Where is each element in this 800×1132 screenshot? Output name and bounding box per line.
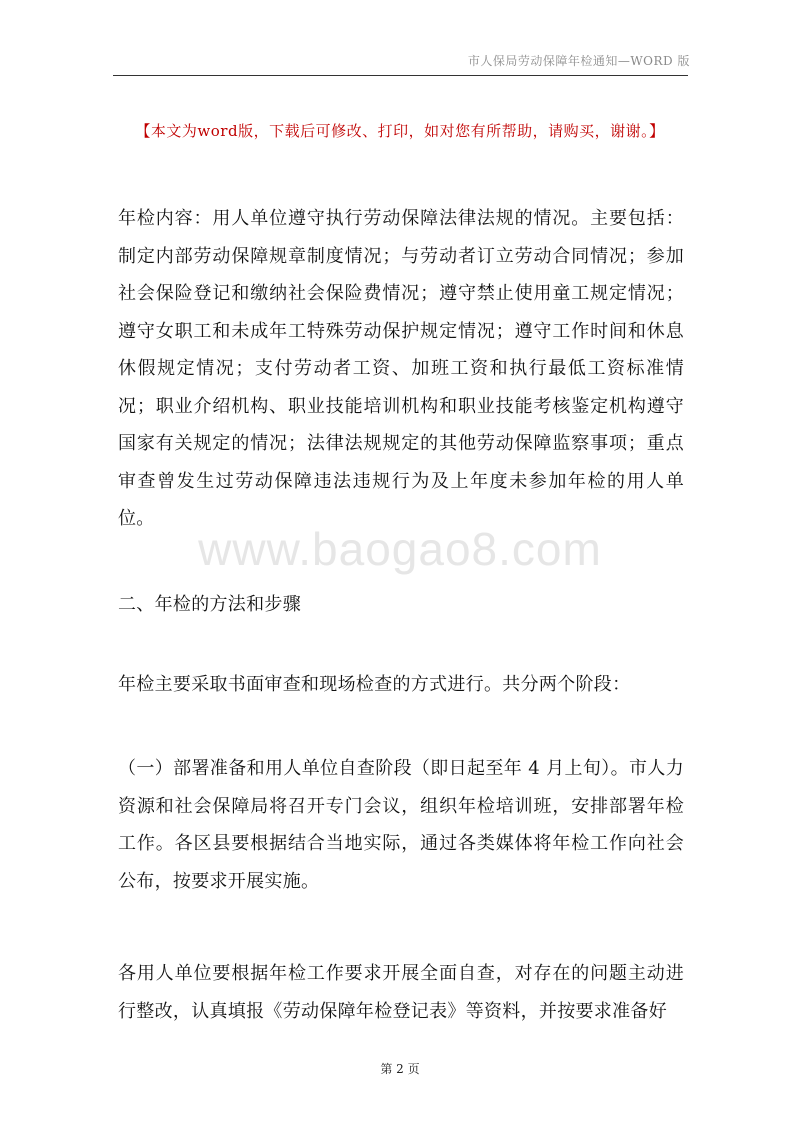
paragraph-inspection-content: 年检内容：用人单位遵守执行劳动保障法律法规的情况。主要包括：制定内部劳动保障规章制度情况；与劳动者订立劳动合同情况；参加社会保险登记和缴纳社会保险费情况；遵守禁止使用童工规定情况；遵守女职工和未成年工特殊劳动保护规定情况；遵守工作时间和休息休假规定情况；支付劳动者工资、加班工资和执行最低工资标准情况；职业介绍机构、职业技能培训机构和职业技能考核鉴定机构遵守国家有关规定的情况；法律法规规定的其他劳动保障监察事项；重点审查曾发生过劳动保障违法违规行为及上年度未参加年检的用人单位。 [118,208,684,529]
paragraph-self-check: 各用人单位要根据年检工作要求开展全面自查，对存在的问题主动进行整改，认真填报《劳动保障年检登记表》等资料，并按要求准备好 [118,963,684,1022]
page-header-title: 市人保局劳动保障年检通知—WORD 版 [467,54,690,68]
page-number: 第 2 页 [380,1062,420,1076]
header-divider [113,75,688,76]
watermark: www.baogao8.com [198,523,602,575]
purchase-notice: 【本文为word版，下载后可修改、打印，如对您有所帮助，请购买，谢谢。】 [135,122,665,140]
paragraph-stage-one: （一）部署准备和用人单位自查阶段（即日起至年 4 月上旬）。市人力资源和社会保障局将召开专门会议，组织年检培训班，安排部署年检工作。各区县要根据结合当地实际，通过各类媒体将年检工作向社会公布，按要求开展实施。 [118,758,684,892]
section-heading-methods: 二、年检的方法和步骤 [118,594,301,615]
paragraph-methods-intro: 年检主要采取书面审查和现场检查的方式进行。共分两个阶段： [118,674,631,695]
